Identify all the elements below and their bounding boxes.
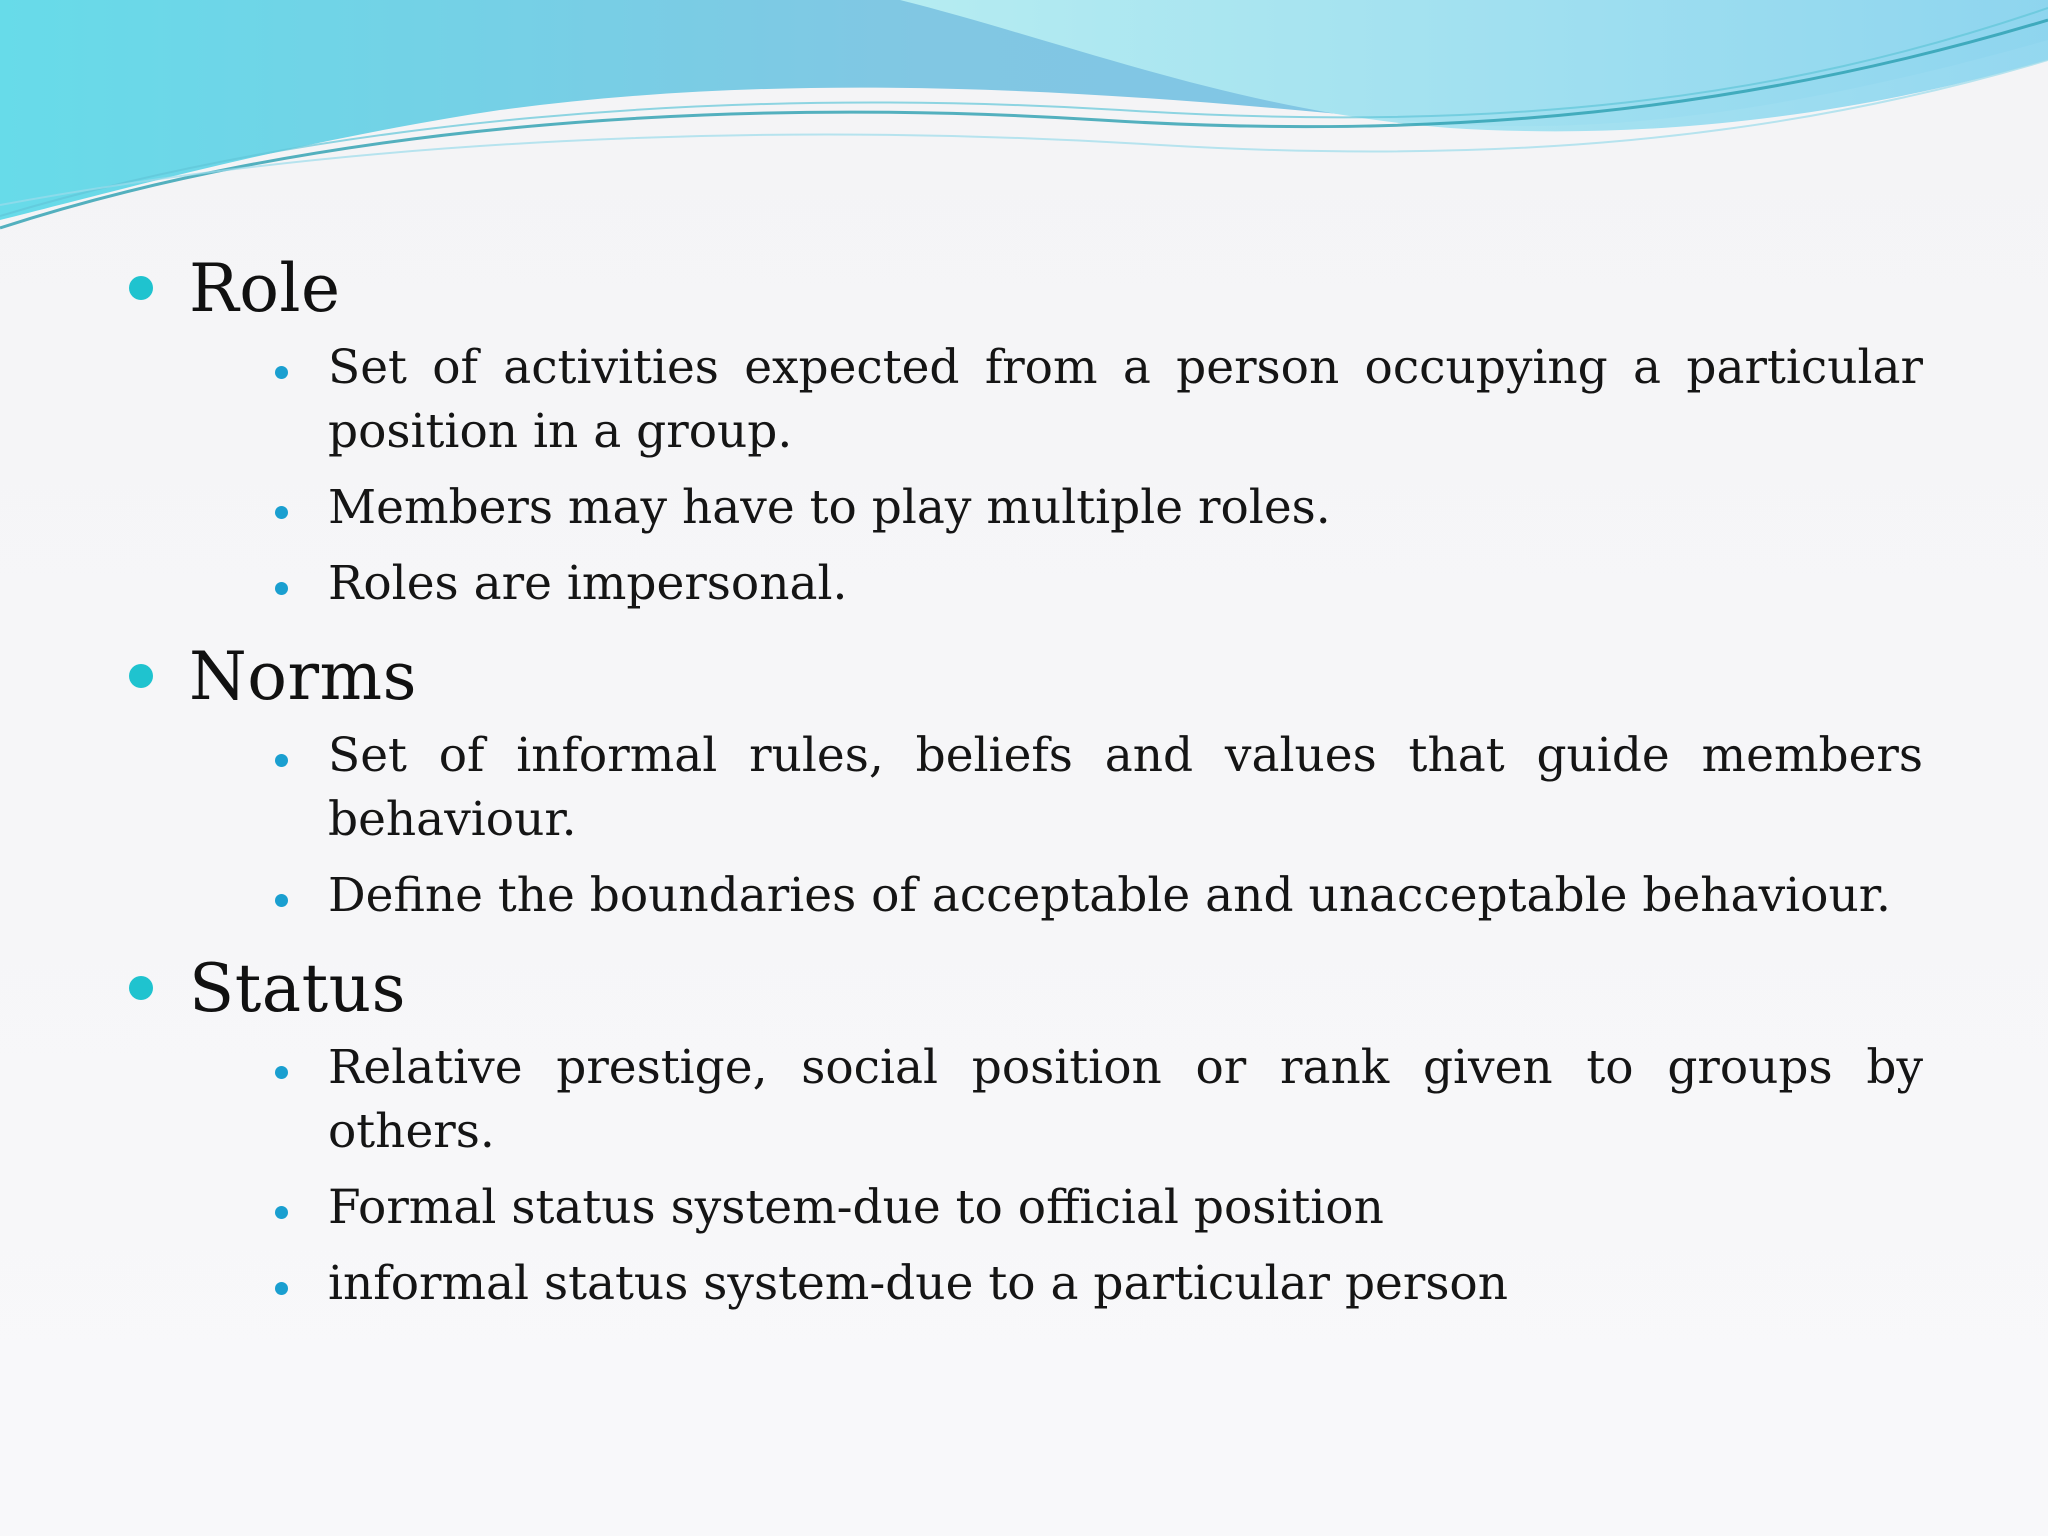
bullet-text: Set of activities expected from a person occupying a particular position in a group.: [328, 340, 1923, 459]
sub-bullet-list: [120, 1036, 1930, 1316]
sub-bullet-icon: [275, 366, 288, 379]
sub-bullet-icon: [275, 1282, 288, 1295]
main-bullet-icon: [129, 976, 153, 1000]
list-item: [275, 476, 1930, 540]
bullet-text: Roles are impersonal.: [328, 556, 848, 611]
main-bullet-icon: [129, 276, 153, 300]
list-item: [275, 724, 1930, 852]
section-title: Role: [189, 249, 341, 327]
list-item: [275, 1252, 1930, 1316]
sub-bullet-icon: [275, 894, 288, 907]
list-item: [275, 1036, 1930, 1164]
list-item: [275, 552, 1930, 616]
section-heading-row: [120, 240, 1930, 336]
slide-content: [120, 240, 1930, 1328]
section-heading-row: [120, 940, 1930, 1036]
sub-bullet-icon: [275, 754, 288, 767]
main-bullet-icon: [129, 664, 153, 688]
list-item: [275, 864, 1930, 928]
section-title: Status: [189, 949, 406, 1027]
sub-bullet-icon: [275, 1206, 288, 1219]
bullet-text: Set of informal rules, beliefs and values that guide members behaviour.: [328, 728, 1923, 847]
list-item: [275, 1176, 1930, 1240]
sub-bullet-icon: [275, 582, 288, 595]
sub-bullet-icon: [275, 1066, 288, 1079]
list-item: [275, 336, 1930, 464]
section-status: [120, 940, 1930, 1316]
section-role: [120, 240, 1930, 616]
bullet-text: informal status system-due to a particular person: [328, 1256, 1509, 1311]
bullet-text: Define the boundaries of acceptable and unacceptable behaviour.: [328, 868, 1891, 923]
bullet-text: Relative prestige, social position or rank given to groups by others.: [328, 1040, 1923, 1159]
section-norms: [120, 628, 1930, 928]
section-heading-row: [120, 628, 1930, 724]
sub-bullet-list: [120, 336, 1930, 616]
sub-bullet-icon: [275, 506, 288, 519]
bullet-text: Formal status system-due to official position: [328, 1180, 1384, 1235]
header-wave-decoration: [0, 0, 2048, 240]
section-title: Norms: [189, 637, 417, 715]
bullet-text: Members may have to play multiple roles.: [328, 480, 1331, 535]
sub-bullet-list: [120, 724, 1930, 928]
